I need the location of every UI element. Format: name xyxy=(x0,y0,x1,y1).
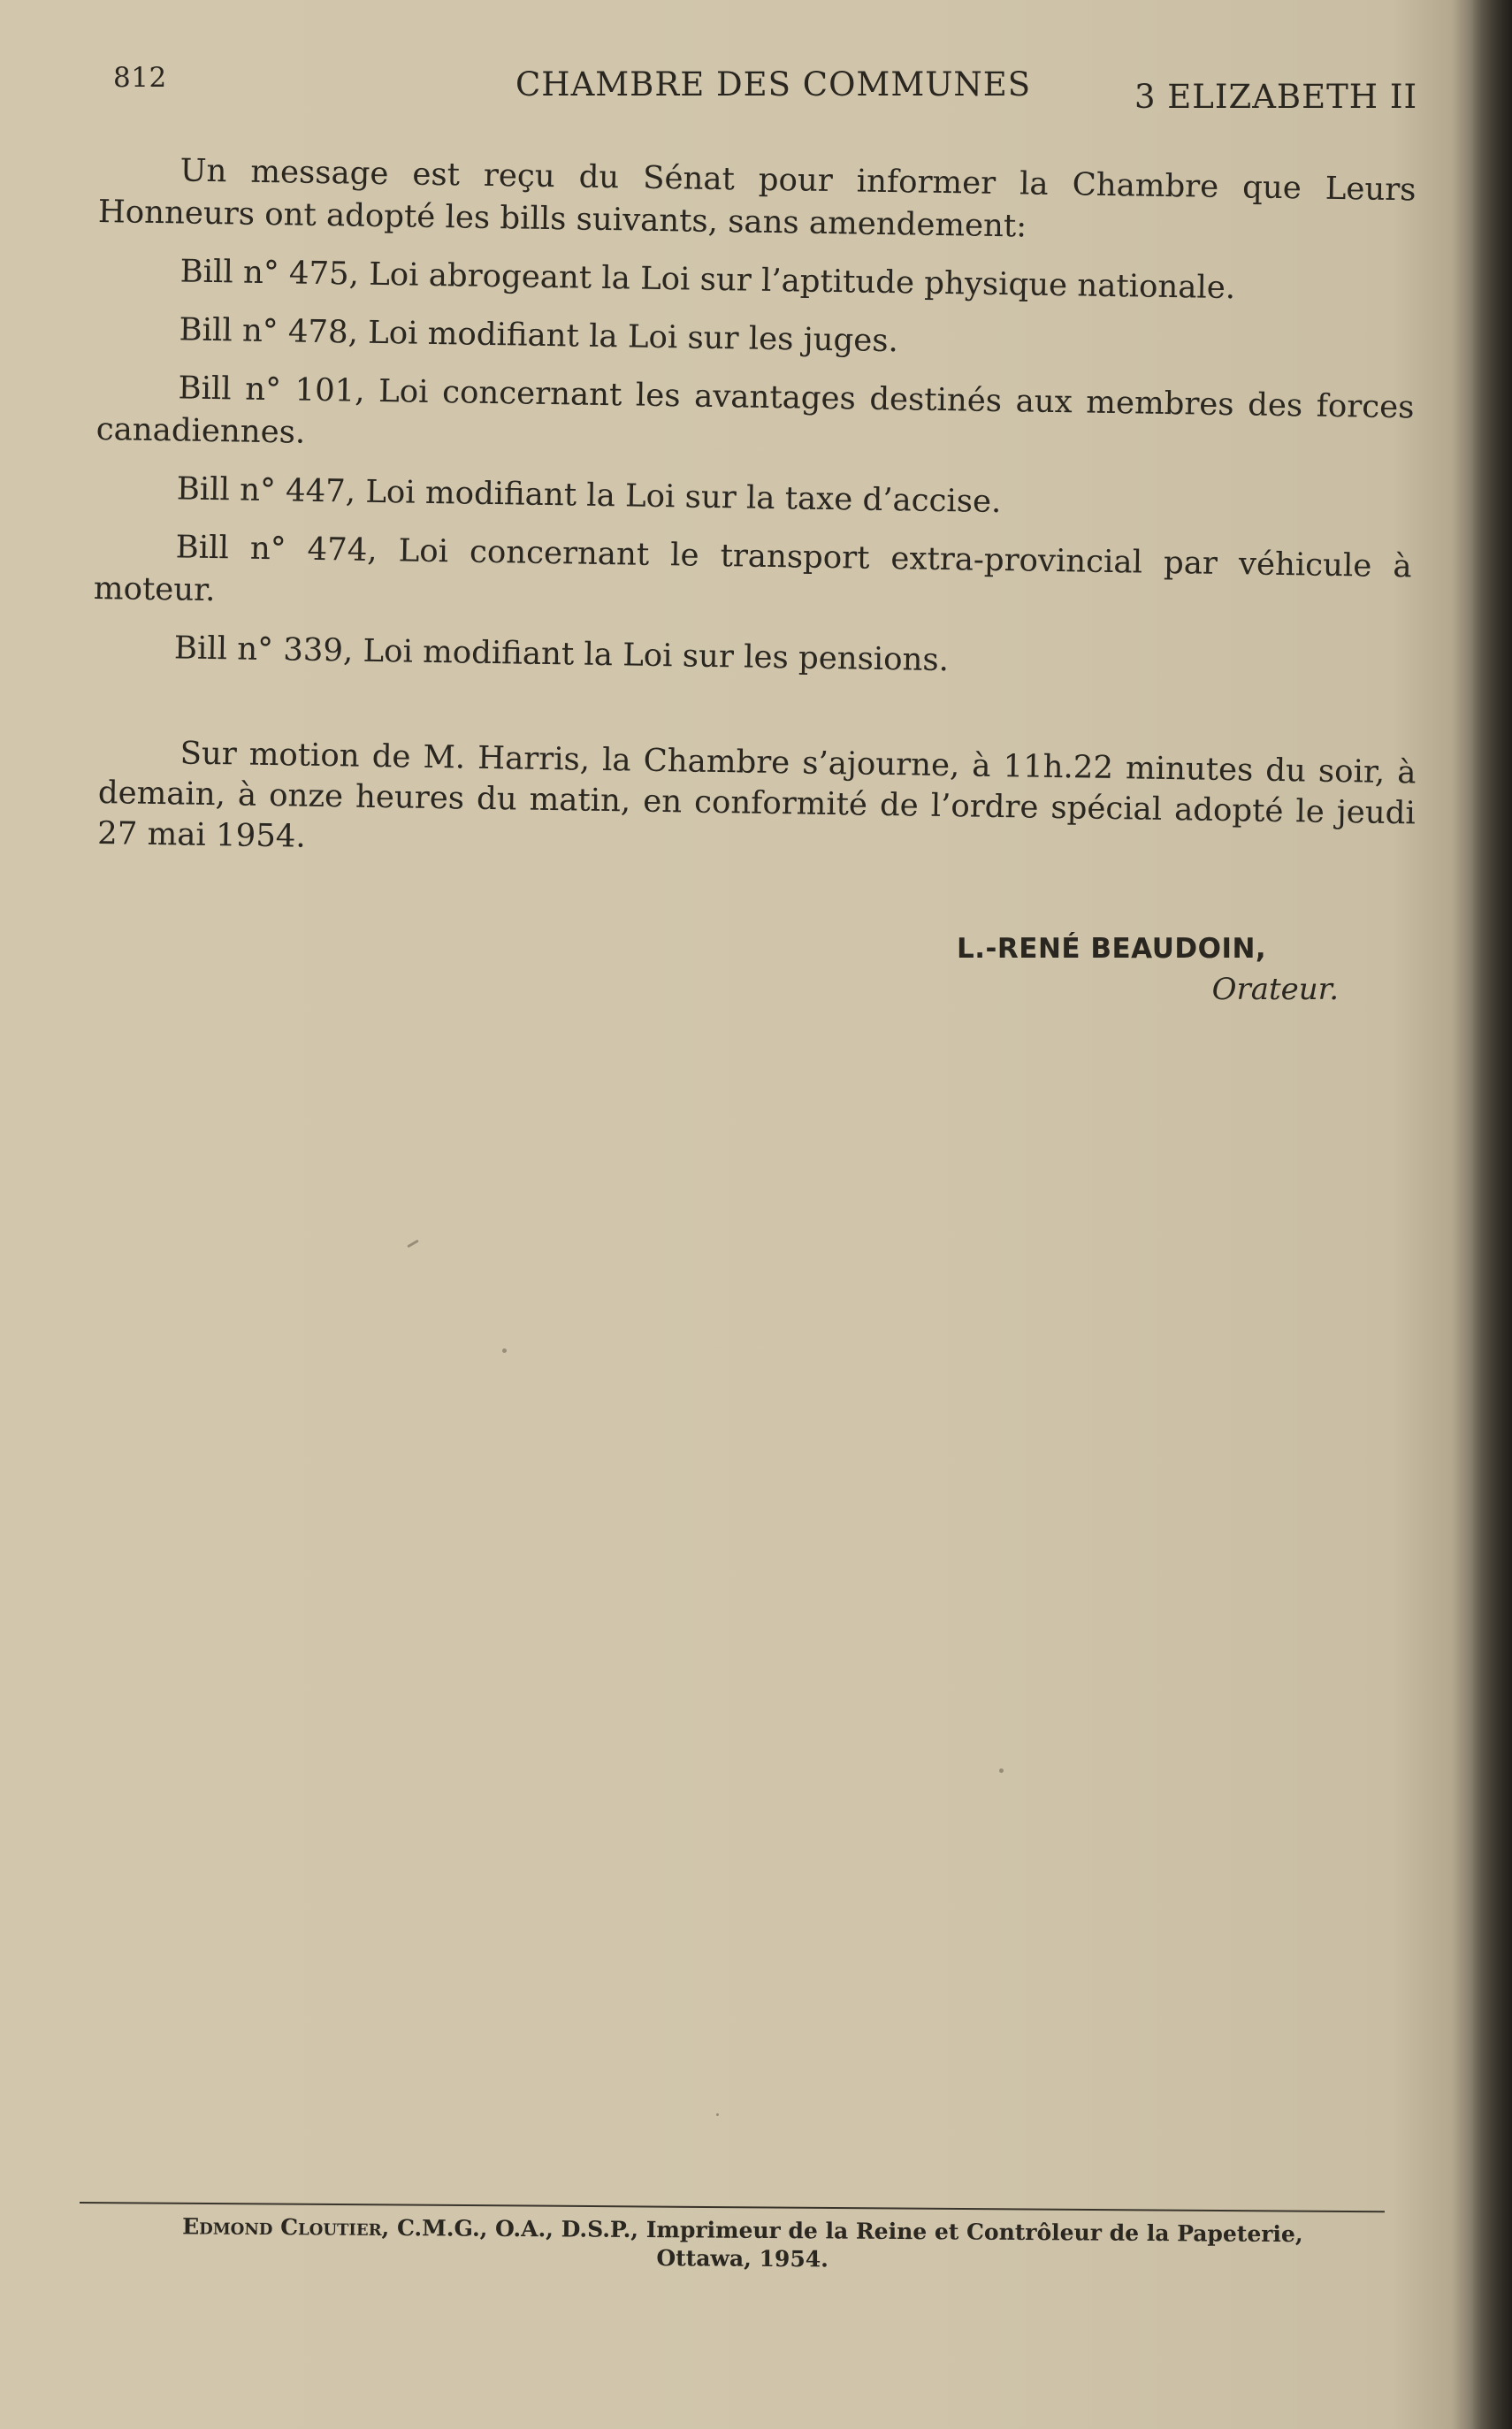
regnal-year: 3 ELIZABETH II xyxy=(1134,78,1418,116)
bill-item: Bill n° 101, Loi concernant les avantages destinés aux membres des forces canadiennes. xyxy=(95,370,1415,451)
running-title: CHAMBRE DES COMMUNES xyxy=(515,65,1032,103)
adjournment-paragraph: Sur motion de M. Harris, la Chambre s’ajourne, à 11h.22 minutes du soir, à demain, à onze heures du matin, en conformité de l’ordre spécial adopté le jeudi 27 mai 1954. xyxy=(96,735,1417,855)
paper-speck xyxy=(716,2113,719,2116)
signature-block xyxy=(920,933,1362,1007)
printer-credentials: , C.M.G., O.A., D.S.P., Imprimeur de la Reine et Contrôleur de la Papeterie, xyxy=(381,2214,1303,2248)
senate-message-paragraph: Un message est reçu du Sénat pour informer la Chambre que Leurs Honneurs ont adopté les bills suivants, sans amendement: xyxy=(97,152,1417,245)
speaker-name: L.-RENÉ BEAUDOIN, xyxy=(957,933,1267,965)
bill-item: Bill n° 478, Loi modifiant la Loi sur les juges. xyxy=(179,311,899,360)
footer-rule xyxy=(80,2202,1385,2212)
speaker-title: Orateur. xyxy=(1211,972,1339,1007)
paper-speck xyxy=(999,1768,1004,1773)
page-number: 812 xyxy=(113,62,167,94)
bill-list xyxy=(93,249,1417,689)
body-text xyxy=(93,149,1417,855)
bill-item: Bill n° 339, Loi modifiant la Loi sur les pensions. xyxy=(173,630,950,679)
paper-speck xyxy=(502,1348,507,1353)
paper-speck xyxy=(407,1240,419,1249)
imprint-line-2: Ottawa, 1954. xyxy=(656,2245,829,2272)
bill-item: Bill n° 475, Loi abrogeant la Loi sur l’aptitude physique nationale. xyxy=(179,253,1236,307)
page-header xyxy=(113,62,1426,115)
page-edge-shadow xyxy=(1471,0,1512,2429)
printer-imprint xyxy=(137,2212,1348,2278)
bill-item: Bill n° 474, Loi concernant le transport extra-provincial par véhicule à moteur. xyxy=(93,529,1412,609)
bill-item: Bill n° 447, Loi modifiant la Loi sur la taxe d’accise. xyxy=(176,470,1002,521)
printer-name: Edmond Cloutier xyxy=(182,2213,382,2241)
